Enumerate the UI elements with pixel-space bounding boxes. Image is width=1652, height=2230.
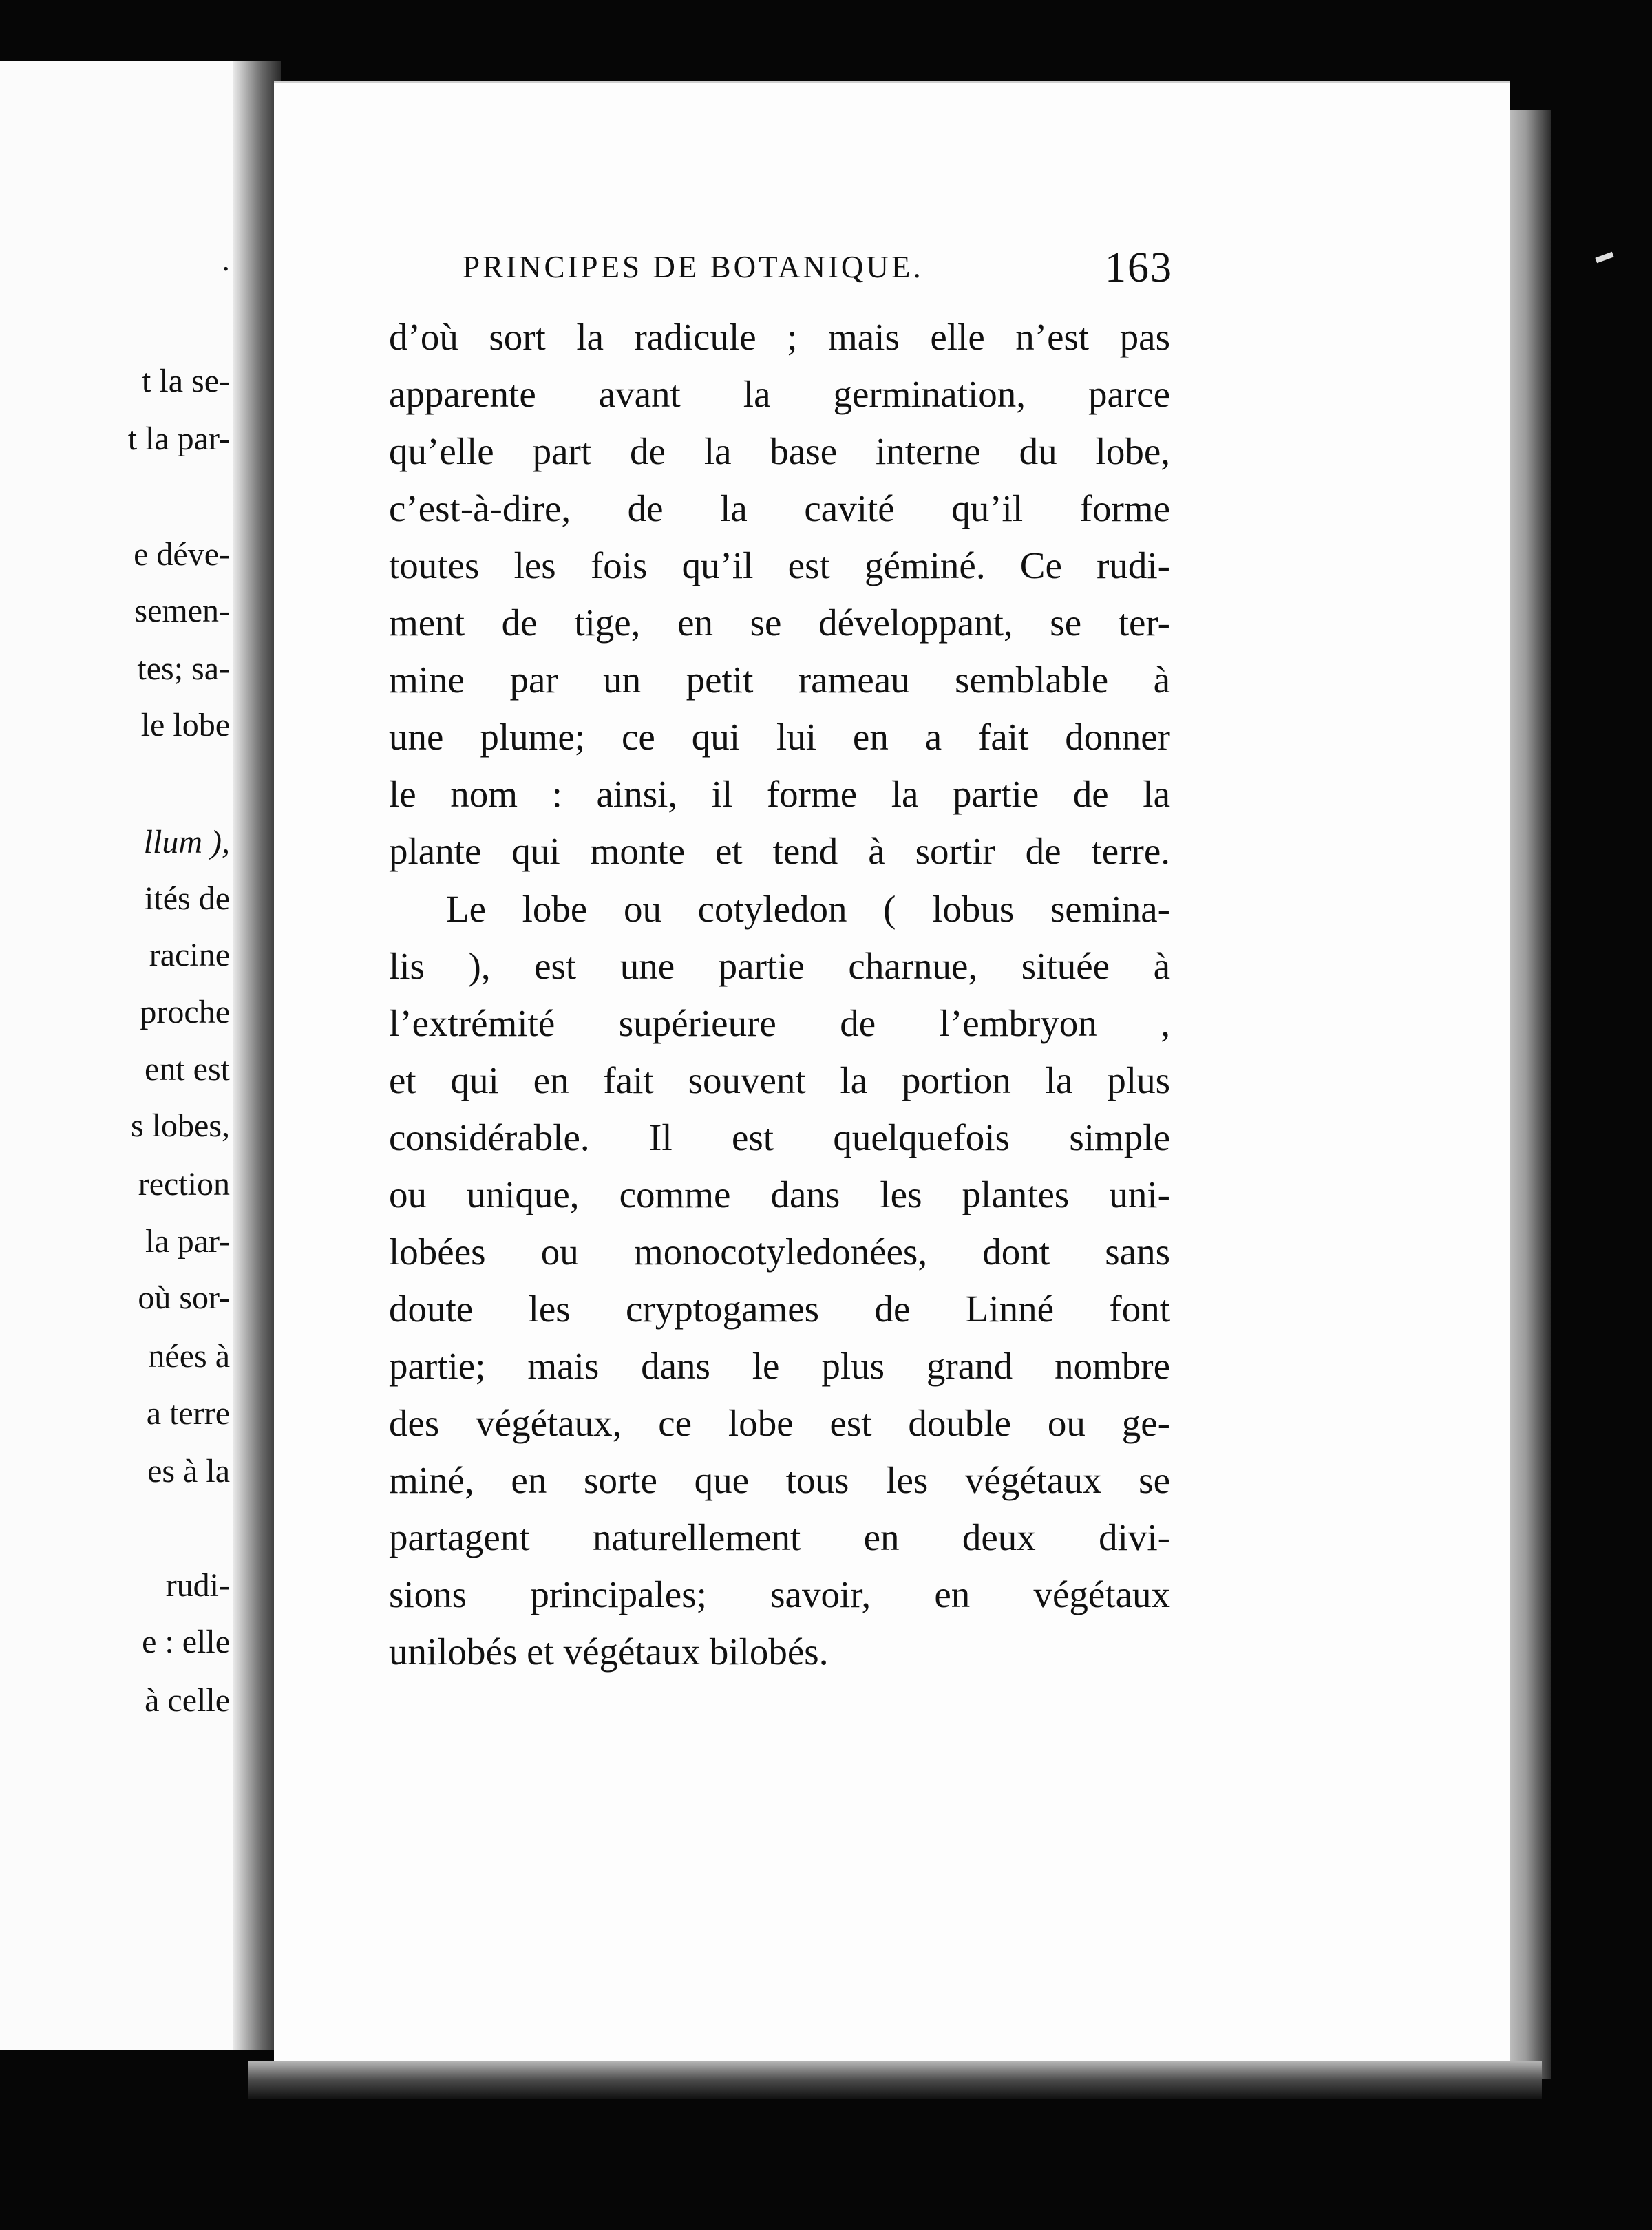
left-page-line: où sor-	[138, 1279, 230, 1316]
text-line: l’extrémité supérieure de l’embryon ,	[389, 1002, 1170, 1044]
text-line: le nom : ainsi, il forme la partie de la	[389, 773, 1170, 815]
text-line: sions principales; savoir, en végétaux	[389, 1573, 1170, 1615]
left-page-line: à celle	[145, 1682, 230, 1719]
text-line: apparente avant la germination, parce	[389, 373, 1170, 415]
left-page-line: ités de	[145, 880, 230, 917]
left-page-line: le lobe	[140, 707, 230, 743]
text-line: lobées ou monocotyledonées, dont sans	[389, 1231, 1170, 1273]
text-line: Le lobe ou cotyledon ( lobus semina-	[446, 888, 1170, 930]
text-line: d’où sort la radicule ; mais elle n’est pas	[389, 316, 1170, 358]
page-edge-right	[1510, 110, 1551, 2079]
text-line: lis ), est une partie charnue, située à	[389, 945, 1170, 987]
page-number: 163	[1105, 244, 1173, 291]
left-page-line: es à la	[147, 1453, 230, 1489]
left-page-line: nées à	[148, 1338, 230, 1374]
left-page-line: tes; sa-	[137, 650, 230, 687]
left-page-line: ent est	[145, 1051, 230, 1087]
left-page-line: racine	[149, 937, 230, 973]
text-line: miné, en sorte que tous les végétaux se	[389, 1459, 1170, 1501]
text-line: et qui en fait souvent la portion la plus	[389, 1059, 1170, 1101]
text-line: partie; mais dans le plus grand nombre	[389, 1345, 1170, 1387]
left-page-line: rection	[138, 1166, 230, 1202]
margin-mark	[1595, 252, 1613, 263]
left-page-line: t la se-	[142, 363, 230, 399]
left-page-line: la par-	[145, 1223, 230, 1260]
left-page-line: .	[222, 242, 230, 278]
left-page-line: e : elle	[142, 1624, 230, 1660]
text-line: plante qui monte et tend à sortir de terre.	[389, 830, 1170, 872]
text-line: considérable. Il est quelquefois simple	[389, 1116, 1170, 1158]
text-line: unilobés et végétaux bilobés.	[389, 1631, 829, 1672]
left-page-line: s lobes,	[131, 1107, 230, 1144]
left-page-line: semen-	[134, 593, 230, 629]
text-line: toutes les fois qu’il est géminé. Ce rudi-	[389, 544, 1170, 586]
left-page-line: a terre	[146, 1395, 230, 1432]
left-page-line: llum ),	[143, 824, 230, 860]
running-header	[463, 244, 1173, 291]
text-line: qu’elle part de la base interne du lobe,	[389, 430, 1170, 472]
running-title: PRINCIPES DE BOTANIQUE.	[463, 250, 924, 284]
text-line: partagent naturellement en deux divi-	[389, 1516, 1170, 1558]
left-page-line: rudi-	[165, 1567, 230, 1604]
page-edge-bottom	[248, 2061, 1542, 2099]
text-line: ment de tige, en se développant, se ter-	[389, 602, 1170, 644]
text-line: mine par un petit rameau semblable à	[389, 659, 1170, 701]
left-page-line: t la par-	[127, 421, 230, 457]
text-line: doute les cryptogames de Linné font	[389, 1288, 1170, 1330]
text-line: c’est-à-dire, de la cavité qu’il forme	[389, 487, 1170, 529]
text-line: des végétaux, ce lobe est double ou ge-	[389, 1402, 1170, 1444]
left-page	[0, 61, 241, 2050]
text-line: ou unique, comme dans les plantes uni-	[389, 1174, 1170, 1215]
left-page-line: e déve-	[134, 536, 230, 573]
left-page-line: proche	[140, 994, 230, 1030]
text-line: une plume; ce qui lui en a fait donner	[389, 716, 1170, 758]
